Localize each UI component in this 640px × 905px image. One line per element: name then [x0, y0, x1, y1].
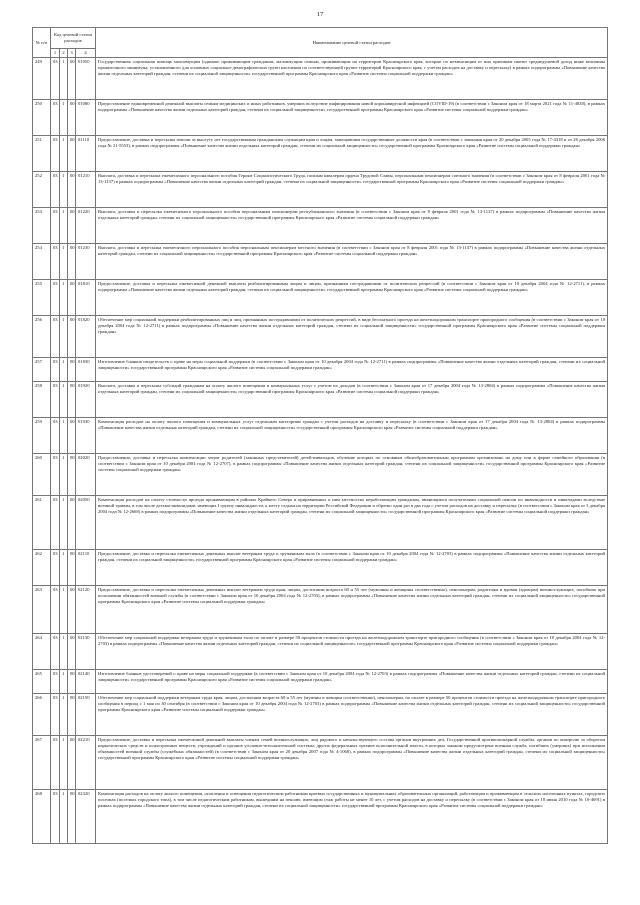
row-number: 268 [33, 789, 51, 843]
table-row [33, 549, 608, 585]
row-number: 260 [33, 453, 51, 495]
row-description: Предоставление единовременной денежной выплаты семьям медицинских и иных работников, умерших вследствие инфицирования новой коронавирусной инфекцией (COVID-19) (в соответствии с Законом края от 18 марта 2021 года № 11-4838), в рамках подпрограммы «Повышение качества жизни отдельных категорий граждан, степени их социальной защищенности» государственной программы Красноярского края «Развитие системы социальной поддержки граждан» [96, 99, 608, 135]
table-row [33, 279, 608, 315]
row-number: 255 [33, 279, 51, 315]
row-description: Выплата, доставка и пересылка ежемесячного персонального пособия Героям Социалистического Труда, полным кавалерам ордена Трудовой Славы, персональным пенсионерам союзного значения (в соответствии с Законом края от 8 февраля 2001 года № 13-1137) в рамках подпрограммы «Повышение качества жизни отдельных категорий граждан, степени их социальной защищенности» государственной программы Красноярского края «Развитие системы социальной поддержки граждан» [96, 171, 608, 207]
row-description: Изготовление бланков свидетельств о праве на меры социальной поддержки (в соответствии с Законом края от 10 декабря 2004 года № 12-2711) в рамках подпрограммы «Повышение качества жизни отдельных категорий граждан, степени их социальной защищенности» государственной программы Красноярского края «Развитие системы социальной поддержки граждан» [96, 357, 608, 381]
budget-table [32, 27, 608, 844]
row-number: 258 [33, 381, 51, 417]
code-part-3: 00 [68, 633, 76, 669]
table-row [33, 381, 608, 417]
row-number: 254 [33, 243, 51, 279]
table-row [33, 135, 608, 171]
row-number: 250 [33, 99, 51, 135]
row-number: 256 [33, 315, 51, 357]
code-part-4: 01220 [76, 207, 96, 243]
code-part-4: 02120 [76, 585, 96, 633]
code-part-1: 03 [51, 135, 60, 171]
table-row [33, 57, 608, 99]
code-part-4: 01820 [76, 315, 96, 357]
code-part-3: 00 [68, 279, 76, 315]
code-part-4: 02210 [76, 735, 96, 789]
table-row [33, 693, 608, 735]
row-number: 252 [33, 171, 51, 207]
code-part-2: 1 [60, 417, 68, 453]
code-part-4: 02110 [76, 549, 96, 585]
code-part-2: 1 [60, 171, 68, 207]
table-row [33, 633, 608, 669]
code-part-3: 00 [68, 171, 76, 207]
row-number: 263 [33, 585, 51, 633]
code-part-3: 00 [68, 315, 76, 357]
table-row [33, 417, 608, 453]
code-part-2: 1 [60, 735, 68, 789]
row-number: 253 [33, 207, 51, 243]
code-part-2: 1 [60, 207, 68, 243]
row-description: Выплата, доставка и пересылка субсидий гражданам на оплату жилого помещения и коммунальных услуг с учетом их доходов (в соответствии с Законом края от 17 декабря 2004 года № 13-2804) в рамках подпрограммы «Повышение качества жизни отдельных категорий граждан, степени их социальной защищенности» государственной программы Красноярского края «Развитие системы социальной поддержки граждан» [96, 381, 608, 417]
table-body [33, 57, 608, 843]
table-row [33, 585, 608, 633]
table-row [33, 243, 608, 279]
code-part-3: 00 [68, 549, 76, 585]
code-part-2: 1 [60, 789, 68, 843]
row-number: 264 [33, 633, 51, 669]
code-part-1: 03 [51, 171, 60, 207]
code-part-2: 1 [60, 585, 68, 633]
code-part-3: 00 [68, 135, 76, 171]
code-part-4: 02320 [76, 789, 96, 843]
code-part-1: 03 [51, 549, 60, 585]
code-part-1: 03 [51, 381, 60, 417]
code-part-4: 01830 [76, 357, 96, 381]
code-part-2: 1 [60, 633, 68, 669]
code-part-3: 00 [68, 243, 76, 279]
code-part-2: 1 [60, 381, 68, 417]
code-part-1: 03 [51, 585, 60, 633]
row-description: Компенсация расходов на оплату жилого помещения и коммунальных услуг отдельным категориям граждан с учетом расходов на доставку и пересылку (в соответствии с Законом края от 17 декабря 2004 года № 13-2804) в рамках подпрограммы «Повышение качества жизни отдельных категорий граждан, степени их социальной защищенности» государственной программы Красноярского края «Развитие системы социальной поддержки граждан» [96, 417, 608, 453]
table-row [33, 315, 608, 357]
table-row [33, 495, 608, 549]
code-part-1: 03 [51, 243, 60, 279]
code-part-3: 00 [68, 57, 76, 99]
header-sub-1: 1 [51, 49, 60, 58]
code-part-2: 1 [60, 57, 68, 99]
code-part-2: 1 [60, 357, 68, 381]
row-description: Предоставление, доставка и пересылка компенсации затрат родителей (законных представителей) детей-инвалидов, обучение которых по основным общеобразовательным программам организовано на дому или в форме семейного образования (в соответствии с Законом края от 10 декабря 2004 года № 12-2707), в рамках подпрограммы «Повышение качества жизни отдельных категорий граждан, степени их социальной защищенности» государственной программы Красноярского края «Развитие системы социальной поддержки граждан» [96, 453, 608, 495]
header-sub-2: 2 [60, 49, 68, 58]
code-part-1: 03 [51, 57, 60, 99]
code-part-1: 03 [51, 495, 60, 549]
row-number: 249 [33, 57, 51, 99]
code-part-4: 01810 [76, 279, 96, 315]
header-name: Наименование целевой статьи расходов [96, 28, 608, 58]
page-number: 17 [316, 11, 324, 18]
code-part-2: 1 [60, 549, 68, 585]
row-description: Обеспечение мер социальной поддержки ветеранам труда и труженикам тыла по оплате в размере 50 процентов стоимости проезда на железнодорожном транспорте пригородного сообщения (в соответствии с Законом края от 10 декабря 2004 года № 12-2703) в рамках подпрограммы «Повышение качества жизни отдельных категорий граждан, степени их социальной защищенности» государственной программы Красноярского края «Развитие системы социальной поддержки граждан» [96, 633, 608, 669]
code-part-3: 00 [68, 381, 76, 417]
row-number: 266 [33, 693, 51, 735]
code-part-3: 00 [68, 207, 76, 243]
row-number: 259 [33, 417, 51, 453]
code-part-3: 00 [68, 453, 76, 495]
row-description: Изготовление бланков удостоверений о праве на меры социальной поддержки (в соответствии с Законом края от 10 декабря 2004 года № 12-2703) в рамках подпрограммы «Повышение качества жизни отдельных категорий граждан, степени их социальной защищенности» государственной программы Красноярского края «Развитие системы социальной поддержки граждан» [96, 669, 608, 693]
code-part-3: 00 [68, 417, 76, 453]
code-part-1: 03 [51, 207, 60, 243]
row-number: 267 [33, 735, 51, 789]
code-part-4: 01050 [76, 57, 96, 99]
header-num: № п/п [33, 28, 51, 58]
row-description: Компенсация расходов на оплату жилого помещения, отопления и освещения педагогическим работникам краевых государственных и муниципальных образовательных организаций, работающим и проживающим в сельских населенных пунктах, городских поселках (поселках городского типа), в том числе педагогическим работникам, вышедшим на пенсию, имеющим стаж работы не менее 10 лет, с учетом расходов на доставку и пересылку (в соответствии с Законом края от 10 июня 2010 года № 10-4691) в рамках подпрограммы «Повышение качества жизни отдельных категорий граждан, степени их социальной защищенности» государственной программы Красноярского края «Развитие системы социальной поддержки граждан» [96, 789, 608, 843]
code-part-4: 02140 [76, 669, 96, 693]
code-part-2: 1 [60, 279, 68, 315]
table-row [33, 453, 608, 495]
row-description: Выплата, доставка и пересылка ежемесячного персонального пособия персональным пенсионерам республиканского значения (в соответствии с Законом края от 8 февраля 2001 года № 13-1137) в рамках подпрограммы «Повышение качества жизни отдельных категорий граждан, степени их социальной защищенности» государственной программы Красноярского края «Развитие системы социальной поддержки граждан» [96, 207, 608, 243]
code-part-3: 00 [68, 495, 76, 549]
row-description: Государственная социальная помощь малоимущим (одиноко проживающим гражданам, малоимущим семьям, проживающим на территории Красноярского края, которые по независящим от них причинам имеют среднедушевой доход ниже величины прожиточного минимума, установленного для основных социально-демографических групп населения по соответствующей группе территорий Красноярского края, с учетом расходов на доставку и пересылку) в рамках подпрограммы «Повышение качества жизни отдельных категорий граждан, степени их социальной защищенности» государственной программы Красноярского края «Развитие системы социальной поддержки граждан» [96, 57, 608, 99]
row-description: Предоставление, доставка и пересылка ежемесячной денежной выплаты членам семей военнослужащих, лиц рядового и начальствующего состава органов внутренних дел, Государственной противопожарной службы, органов по контролю за оборотом наркотических средств и психотропных веществ, учреждений и органов уголовно-исполнительной системы, других федеральных органов исполнительной власти, в которых законом предусмотрена военная служба, погибших (умерших) при исполнении обязанностей военной службы (служебных обязанностей) (в соответствии с Законом края от 20 декабря 2007 года № 4-1068), в рамках подпрограммы «Повышение качества жизни отдельных категорий граждан, степени их социальной защищенности» государственной программы Красноярского края «Развитие системы социальной поддержки граждан» [96, 735, 608, 789]
code-part-1: 03 [51, 669, 60, 693]
code-part-2: 1 [60, 495, 68, 549]
code-part-1: 03 [51, 279, 60, 315]
code-part-3: 00 [68, 735, 76, 789]
header-sub-4: 4 [76, 49, 96, 58]
code-part-4: 02050 [76, 495, 96, 549]
row-description: Предоставление, доставка и пересылка ежемесячной денежной выплаты реабилитированным лицам и лицам, признанным пострадавшими от политических репрессий (в соответствии с Законом края от 10 декабря 2004 года № 12-2711), в рамках подпрограммы «Повышение качества жизни отдельных категорий граждан, степени их социальной защищенности» государственной программы Красноярского края «Развитие системы социальной поддержки граждан» [96, 279, 608, 315]
code-part-3: 00 [68, 585, 76, 633]
table-row [33, 99, 608, 135]
header-sub-3: 3 [68, 49, 76, 58]
table-row [33, 357, 608, 381]
code-part-2: 1 [60, 693, 68, 735]
code-part-2: 1 [60, 99, 68, 135]
row-number: 265 [33, 669, 51, 693]
row-number: 251 [33, 135, 51, 171]
row-description: Выплата, доставка и пересылка ежемесячного персонального пособия персональным пенсионерам местного значения (в соответствии с Законом края от 8 февраля 2001 года № 13-1137) в рамках подпрограммы «Повышение качества жизни отдельных категорий граждан, степени их социальной защищенности» государственной программы Красноярского края «Развитие системы социальной поддержки граждан» [96, 243, 608, 279]
code-part-1: 03 [51, 693, 60, 735]
row-description: Обеспечение мер социальной поддержки реабилитированных лиц и лиц, признанных пострадавшими от политических репрессий, в виде бесплатного проезда на железнодорожном транспорте пригородного сообщения (в соответствии с Законом края от 10 декабря 2004 года № 12-2711) в рамках подпрограммы «Повышение качества жизни отдельных категорий граждан, степени их социальной защищенности» государственной программы Красноярского края «Развитие системы социальной поддержки граждан» [96, 315, 608, 357]
code-part-1: 03 [51, 99, 60, 135]
code-part-3: 00 [68, 99, 76, 135]
table-row [33, 171, 608, 207]
code-part-1: 03 [51, 315, 60, 357]
code-part-4: 01080 [76, 99, 96, 135]
code-part-3: 00 [68, 789, 76, 843]
row-description: Обеспечение мер социальной поддержки ветеранам труда края, лицам, достигшим возраста 60 и 55 лет (мужчин и женщин соответственно), пенсионерам, по оплате в размере 50 процентов стоимости проезда на железнодорожном транспорте пригородного сообщения в период с 1 мая по 30 сентября (в соответствии с Законом края от 10 декабря 2004 года № 12-2703) в рамках подпрограммы «Повышение качества жизни отдельных категорий граждан, степени их социальной защищенности» государственной программы Красноярского края «Развитие системы социальной поддержки граждан» [96, 693, 608, 735]
code-part-3: 00 [68, 669, 76, 693]
row-description: Предоставление, доставка и пересылка ежемесячных денежных выплат ветеранам труда края, лицам, достигшим возраста 60 и 55 лет (мужчины и женщины соответственно), пенсионерам, родителям и вдовам (вдовцам) военнослужащих, погибших при исполнении обязанностей военной службы (в соответствии с Законом края от 10 декабря 2004 года № 12-2703), в рамках подпрограммы «Повышение качества жизни отдельных категорий граждан, степени их социальной защищенности» государственной программы Красноярского края «Развитие системы социальной поддержки граждан» [96, 585, 608, 633]
code-part-2: 1 [60, 315, 68, 357]
code-part-4: 01930 [76, 417, 96, 453]
code-part-3: 00 [68, 357, 76, 381]
row-description: Компенсация расходов на оплату стоимости проезда проживающим в районах Крайнего Севера и приравненных к ним местностях неработающим гражданам, являющимся получателями социальной пенсии по инвалидности и инвалидами вследствие военной травмы, в том числе детьми-инвалидами, имеющих I группу инвалидности, к месту отдыха на территории Российской Федерации и обратно один раз в два года с учетом расходов на доставку и пересылку (в соответствии с Законом края от 3 декабря 2004 года № 12-2668) в рамках подпрограммы «Повышение качества жизни отдельных категорий граждан, степени их социальной защищенности» государственной программы Красноярского края «Развитие системы социальной поддержки граждан» [96, 495, 608, 549]
row-number: 261 [33, 495, 51, 549]
code-part-4: 02020 [76, 453, 96, 495]
row-number: 257 [33, 357, 51, 381]
row-description: Предоставление, доставка и пересылка ежемесячных денежных выплат ветеранам труда и труженикам тыла (в соответствии с Законом края от 10 декабря 2004 года № 12-2703) в рамках подпрограммы «Повышение качества жизни отдельных категорий граждан, степени их социальной защищенности» государственной программы Красноярского края «Развитие системы социальной поддержки граждан» [96, 549, 608, 585]
row-number: 262 [33, 549, 51, 585]
table-row [33, 735, 608, 789]
code-part-1: 03 [51, 453, 60, 495]
code-part-2: 1 [60, 243, 68, 279]
table-row [33, 207, 608, 243]
table-row [33, 669, 608, 693]
code-part-4: 02150 [76, 693, 96, 735]
code-part-4: 01110 [76, 135, 96, 171]
code-part-1: 03 [51, 789, 60, 843]
code-part-1: 03 [51, 417, 60, 453]
code-part-4: 02130 [76, 633, 96, 669]
code-part-2: 1 [60, 135, 68, 171]
code-part-1: 03 [51, 357, 60, 381]
code-part-4: 01230 [76, 243, 96, 279]
code-part-3: 00 [68, 693, 76, 735]
code-part-4: 01920 [76, 381, 96, 417]
code-part-1: 03 [51, 633, 60, 669]
code-part-2: 1 [60, 453, 68, 495]
table-row [33, 789, 608, 843]
code-part-2: 1 [60, 669, 68, 693]
row-description: Предоставление, доставка и пересылка пенсии за выслугу лет государственным гражданским служащим края и лицам, замещавшим государственные должности края (в соответствии с законами края от 20 декабря 2005 года № 17-4318 и от 26 декабря 2006 года № 21-5553), в рамках подпрограммы «Повышение качества жизни отдельных категорий граждан, степени их социальной защищенности» государственной программы Красноярского края «Развитие системы социальной поддержки граждан» [96, 135, 608, 171]
header-code: Код целевой статьи расходов [51, 28, 96, 49]
code-part-1: 03 [51, 735, 60, 789]
code-part-4: 01210 [76, 171, 96, 207]
